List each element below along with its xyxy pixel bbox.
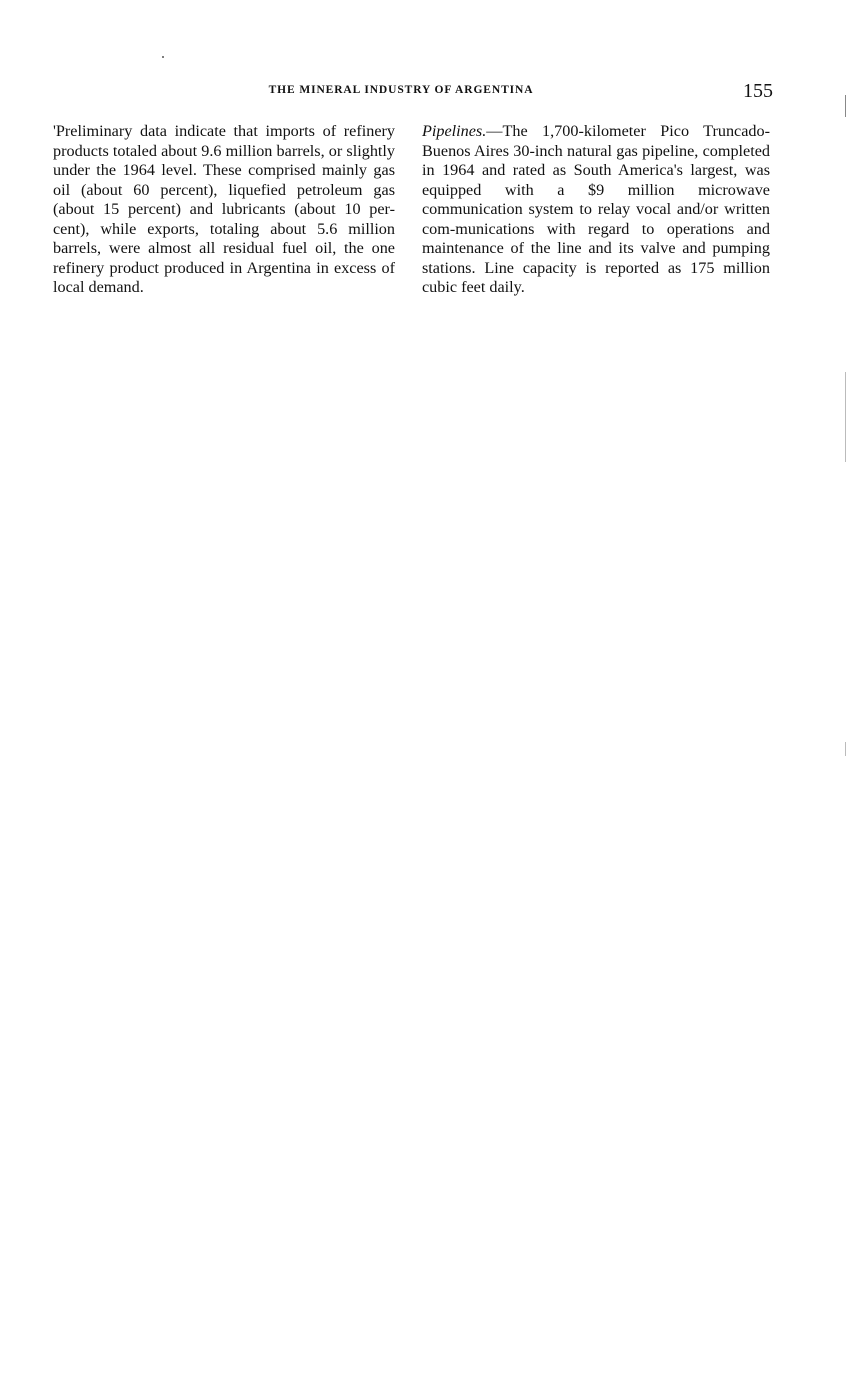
paragraph-refinery-imports: 'Preliminary data indicate that imports of refinery products totaled about 9.6 million barrels, or slightly under the 1964 level. These comprised mainly gas oil (about 60 percent), liquefied petroleum gas (about 15 percent) and lubricants (about 10 per-cent), while exports, totaling about 5.6 million barrels, were almost all residual fuel oil, the one refinery product produced in Argentina in excess of local demand. — [53, 122, 395, 296]
run-in-heading: Pipelines. — [422, 122, 487, 140]
scan-edge-mark — [845, 372, 846, 462]
running-head — [53, 80, 773, 104]
paragraph-pipelines — [422, 122, 770, 298]
right-column — [422, 122, 770, 298]
page-number: 155 — [743, 80, 773, 102]
pipelines-text: —The 1,700-kilometer Pico Truncado-Buenos Aires 30-inch natural gas pipeline, completed in 1964 and rated as South America's largest, was equipped with a $9 million microwave communication system to relay vocal and/or written com-munications with regard to operations and maintenance of the line and its valve and pumping stations. Line capacity is reported as 175 million cubic feet daily. — [422, 122, 770, 296]
scan-edge-mark — [845, 95, 846, 117]
scan-speck — [162, 56, 164, 58]
running-title: THE MINERAL INDUSTRY OF ARGENTINA — [268, 84, 534, 96]
left-column — [53, 122, 395, 298]
scan-edge-mark — [845, 742, 846, 756]
